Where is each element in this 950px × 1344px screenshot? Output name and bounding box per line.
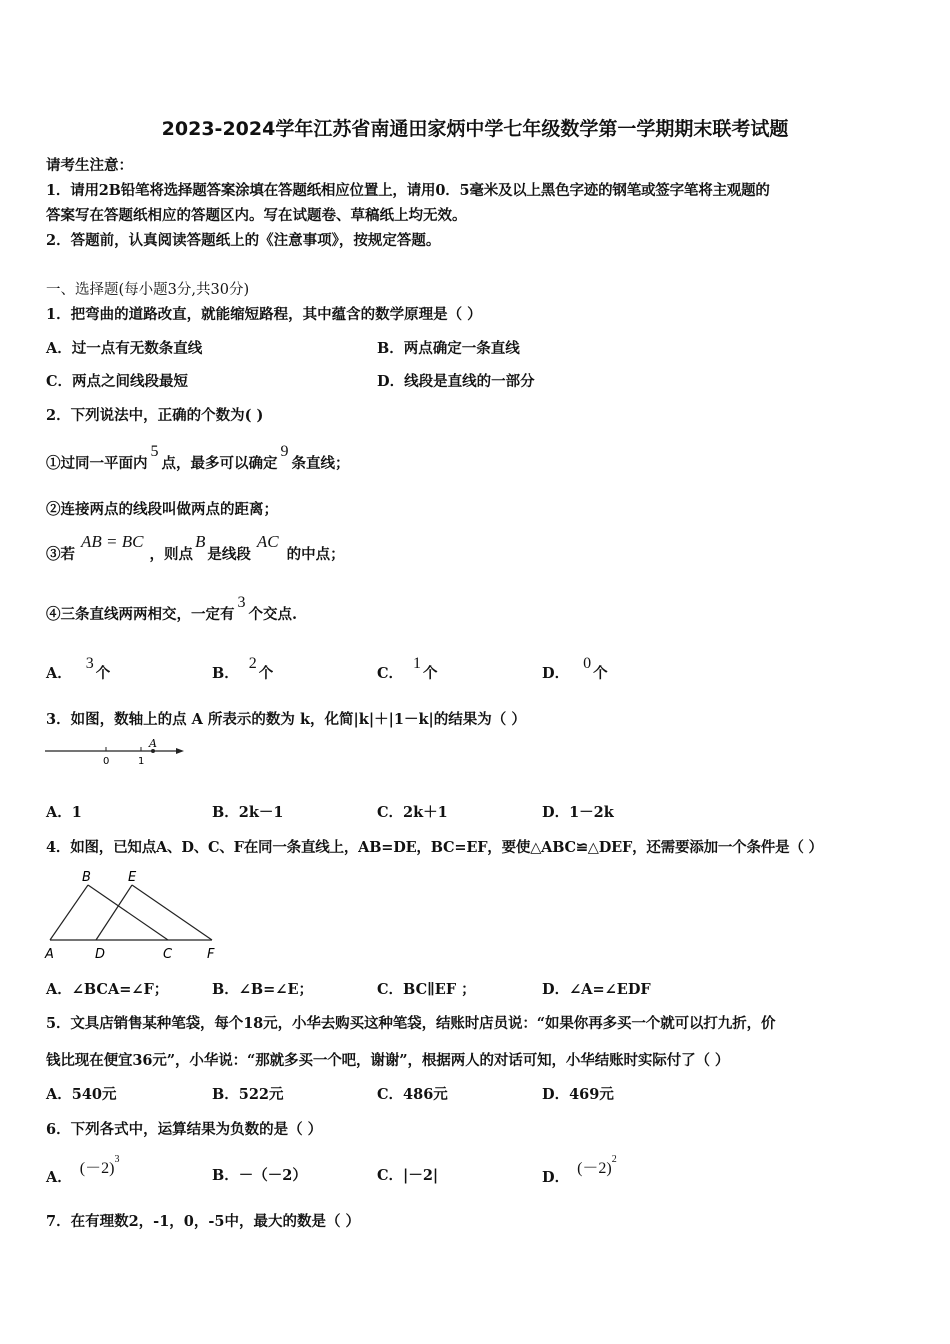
q6-option-d[interactable] bbox=[542, 1154, 617, 1187]
q2-option-d-unit: 个 bbox=[593, 665, 608, 682]
q5-option-a[interactable]: A．540元 bbox=[46, 1086, 117, 1103]
q3-stem: 3．如图，数轴上的点 A 所表示的数为 k，化简|k|＋|1－k|的结果为（ ） bbox=[46, 711, 526, 728]
q2-s1-num-5: 5 bbox=[150, 443, 159, 460]
q2-option-c[interactable] bbox=[377, 655, 438, 683]
q2-option-d[interactable] bbox=[542, 655, 608, 683]
q2-s3-text-c: 是线段 bbox=[207, 546, 251, 563]
q3-option-a[interactable]: A．1 bbox=[46, 804, 82, 821]
q3-option-d[interactable]: D．1－2k bbox=[542, 804, 614, 821]
q2-option-c-unit: 个 bbox=[423, 665, 438, 682]
q2-statement-2: ②连接两点的线段叫做两点的距离； bbox=[46, 501, 278, 518]
notice-line-1b: 答案写在答题纸相应的答题区内。写在试题卷、草稿纸上均无效。 bbox=[46, 207, 467, 224]
q2-option-a[interactable] bbox=[46, 655, 111, 683]
q2-option-d-num: 0 bbox=[583, 655, 592, 672]
q1-option-a[interactable]: A．过一点有无数条直线 bbox=[46, 340, 203, 357]
q6-option-a-label: A． bbox=[46, 1169, 72, 1186]
q5-option-b[interactable]: B．522元 bbox=[212, 1086, 284, 1103]
q2-s4-num-3: 3 bbox=[237, 594, 246, 611]
q4-triangles-figure bbox=[40, 866, 225, 966]
q2-s4-text-a: ④三条直线两两相交，一定有 bbox=[46, 606, 235, 623]
q2-s3-math-b: B bbox=[194, 532, 206, 551]
tick-label-one: 1 bbox=[138, 756, 145, 767]
label-e: E bbox=[128, 870, 137, 885]
q2-s3-text-a: ③若 bbox=[46, 546, 75, 563]
segment-ef bbox=[132, 885, 212, 940]
q2-option-a-num: 3 bbox=[85, 655, 94, 672]
point-a-label: A bbox=[149, 737, 157, 750]
q5-stem-line-1: 5．文具店销售某种笔袋，每个18元，小华去购买这种笔袋，结账时店员说：“如果你再多买一个就可以打九折，价 bbox=[46, 1015, 776, 1032]
segment-de bbox=[96, 885, 132, 940]
q4-option-d[interactable]: D．∠A=∠EDF bbox=[542, 981, 651, 998]
q2-s3-math-ac: AC bbox=[256, 532, 279, 551]
q6-option-d-label: D． bbox=[542, 1169, 570, 1186]
q6-option-c[interactable]: C．|－2| bbox=[377, 1167, 439, 1184]
q6-option-d-exponent: 2 bbox=[611, 1154, 617, 1166]
label-f: F bbox=[207, 947, 215, 962]
q2-statement-3 bbox=[46, 532, 345, 564]
q2-statement-4 bbox=[46, 594, 298, 624]
q4-stem: 4．如图，已知点A、D、C、F在同一条直线上，AB=DE，BC=EF，要使△ABC≌△DEF，还需要添加一个条件是（ ） bbox=[46, 839, 823, 856]
q2-s1-num-9: 9 bbox=[280, 443, 289, 460]
section-heading: 一、选择题(每小题3分,共30分) bbox=[46, 282, 250, 298]
q4-option-b[interactable]: B．∠B=∠E； bbox=[212, 981, 314, 998]
q2-s3-text-d: 的中点； bbox=[286, 546, 345, 563]
q2-option-b-num: 2 bbox=[248, 655, 257, 672]
q6-option-a-exponent: 3 bbox=[114, 1154, 120, 1166]
label-b: B bbox=[82, 870, 91, 885]
q4-option-c[interactable]: C．BC∥EF ； bbox=[377, 981, 476, 998]
q2-option-c-label: C． bbox=[377, 665, 404, 682]
q5-option-d[interactable]: D．469元 bbox=[542, 1086, 614, 1103]
q2-stem: 2．下列说法中，正确的个数为( ) bbox=[46, 407, 264, 424]
q2-s1-text-c: 条直线； bbox=[291, 455, 350, 472]
q2-option-a-label: A． bbox=[46, 665, 72, 682]
q6-option-b[interactable]: B．－（－2） bbox=[212, 1167, 307, 1184]
q1-option-b[interactable]: B．两点确定一条直线 bbox=[377, 340, 520, 357]
q5-stem-line-2: 钱比现在便宜36元”，小华说：“那就多买一个吧，谢谢”，根据两人的对话可知，小华结账时实际付了（ ） bbox=[46, 1052, 730, 1069]
q1-option-d[interactable]: D．线段是直线的一部分 bbox=[377, 373, 535, 390]
q1-stem: 1．把弯曲的道路改直，就能缩短路程，其中蕴含的数学原理是（ ） bbox=[46, 306, 482, 323]
q6-stem: 6．下列各式中，运算结果为负数的是（ ） bbox=[46, 1121, 323, 1138]
q2-s1-text-b: 点，最多可以确定 bbox=[161, 455, 278, 472]
q6-option-d-base: (－2) bbox=[577, 1160, 612, 1177]
page-title: 2023-2024学年江苏省南通田家炳中学七年级数学第一学期期末联考试题 bbox=[161, 118, 789, 140]
segment-bc bbox=[88, 885, 168, 940]
q2-statement-1 bbox=[46, 443, 350, 473]
q3-option-b[interactable]: B．2k－1 bbox=[212, 804, 284, 821]
q2-s3-math-ab-bc: AB = BC bbox=[81, 532, 144, 551]
q3-number-line-figure bbox=[40, 736, 190, 768]
q2-s3-text-b: ，则点 bbox=[149, 546, 193, 563]
q4-option-a[interactable]: A．∠BCA=∠F； bbox=[46, 981, 169, 998]
q2-s1-text-a: ①过同一平面内 bbox=[46, 455, 148, 472]
q6-option-a-base: (－2) bbox=[79, 1160, 115, 1177]
q2-option-b-label: B． bbox=[212, 665, 239, 682]
q2-option-c-num: 1 bbox=[413, 655, 422, 672]
q2-s4-text-b: 个交点. bbox=[248, 606, 298, 623]
label-c: C bbox=[163, 947, 173, 962]
label-a: A bbox=[45, 947, 54, 962]
notice-line-1a: 1．请用2B铅笔将选择题答案涂填在答题纸相应位置上，请用0．5毫米及以上黑色字迹的钢笔或签字笔将主观题的 bbox=[46, 182, 770, 199]
q1-option-c[interactable]: C．两点之间线段最短 bbox=[46, 373, 189, 390]
segment-ab bbox=[50, 885, 88, 940]
tick-label-zero: 0 bbox=[103, 756, 110, 767]
notice-heading: 请考生注意： bbox=[46, 157, 133, 174]
q2-option-a-unit: 个 bbox=[95, 665, 111, 682]
q2-option-d-label: D． bbox=[542, 665, 570, 682]
q7-stem: 7．在有理数2，-1，0，-5中，最大的数是（ ） bbox=[46, 1213, 361, 1230]
q5-option-c[interactable]: C．486元 bbox=[377, 1086, 448, 1103]
label-d: D bbox=[95, 947, 106, 962]
q3-option-c[interactable]: C．2k＋1 bbox=[377, 804, 448, 821]
number-line-arrow bbox=[176, 748, 184, 754]
q2-option-b[interactable] bbox=[212, 655, 274, 683]
q6-option-a[interactable] bbox=[46, 1154, 120, 1187]
q2-option-b-unit: 个 bbox=[258, 665, 274, 682]
notice-line-2: 2．答题前，认真阅读答题纸上的《注意事项》，按规定答题。 bbox=[46, 232, 441, 249]
